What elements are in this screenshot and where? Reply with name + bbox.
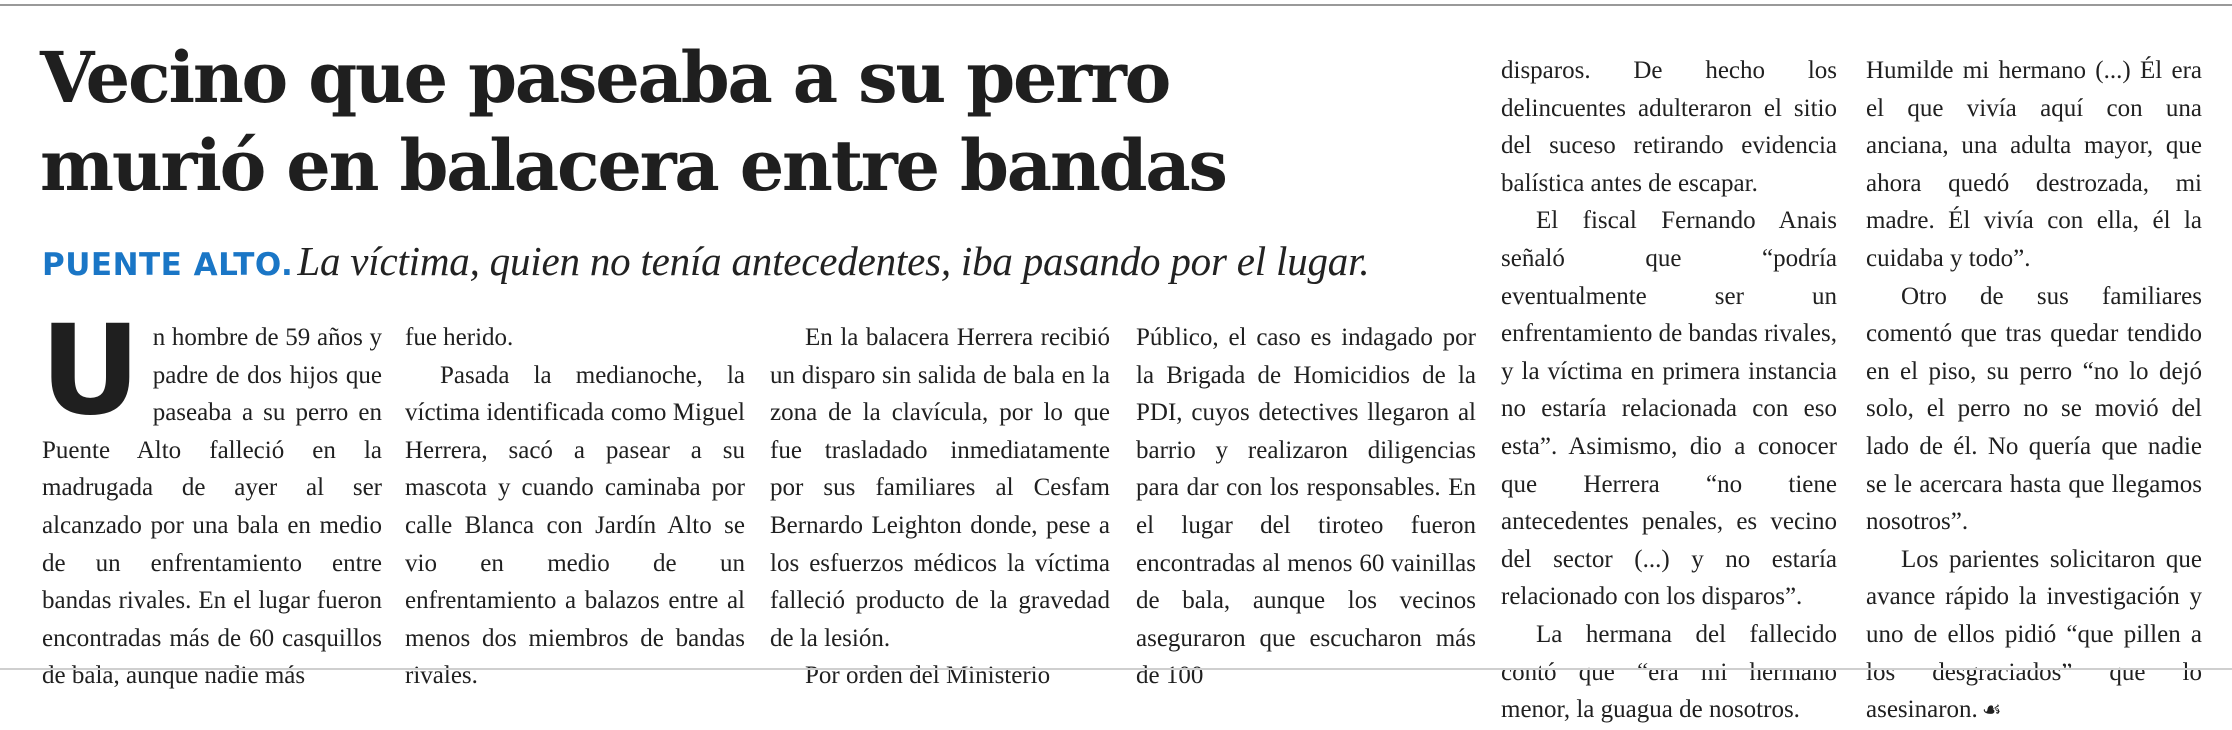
headline xyxy=(40,34,1440,210)
drop-cap: U xyxy=(40,299,141,443)
paragraph: Humilde mi hermano (...) Él era el que vivía aquí con una anciana, una adulta mayor, que ahora quedó destrozada, mi madre. Él vivía con ella, él la cuidaba y todo”. xyxy=(1866,57,2202,272)
paragraph: Por orden del Ministerio xyxy=(805,662,1051,690)
end-mark-icon: ☙ xyxy=(1981,698,2002,724)
paragraph: disparos. De hecho los delincuentes adulteraron el sitio del suceso retirando evidencia balística antes de escapar. xyxy=(1501,57,1837,197)
paragraph: En la balacera Herrera recibió un disparo sin salida de bala en la zona de la clavícula, por lo que fue trasladado inmediatamente por sus familiares al Cesfam Bernardo Leighton donde, pese a los esfuerzos médicos la víctima falleció producto de la gravedad de la lesión. xyxy=(770,324,1110,652)
paragraph: El fiscal Fernando Anais señaló que “podría eventualmente ser un enfrentamiento de bandas rivales, y la víctima en primera instancia no estaría relacionada con eso esta”. Asimismo, dio a conocer que Herrera “no tiene antecedentes penales, es vecino del sector (...) y no estaría relacionado con los disparos”. xyxy=(1501,207,1837,611)
paragraph xyxy=(1866,541,2202,730)
paragraph: n hombre de 59 años y padre de dos hijos que paseaba a su perro en Puente Alto falleció en la madrugada de ayer al ser alcanzado por una bala en medio de un enfrentamiento entre bandas rivales. En el lugar fueron encontradas más de 60 casquillos de bala, aunque nadie más xyxy=(42,324,382,690)
deck-text: La víctima, quien no tenía antecedentes, iba pasando por el lugar. xyxy=(297,238,1370,284)
paragraph: Pasada la medianoche, la víctima identificada como Miguel Herrera, sacó a pasear a su mascota y cuando caminaba por calle Blanca con Jardín Alto se vio en medio de un enfrentamiento a balazos entre al menos dos miembros de bandas rivales. xyxy=(405,361,745,690)
deck xyxy=(42,237,1462,285)
paragraph: La hermana del fallecido contó que “era mi hermano menor, la guagua de nosotros. xyxy=(1501,620,1837,724)
top-rule xyxy=(0,4,2232,6)
text-column-1 xyxy=(40,299,382,695)
text-column-6 xyxy=(1866,52,2202,730)
paragraph: fue herido. xyxy=(405,324,514,351)
paragraph: Público, el caso es indagado por la Brigada de Homicidios de la PDI, cuyos detectives llegaron al barrio y realizaron diligencias para dar con los responsables. En el lugar del tiroteo fueron encontradas al menos 60 vainillas de bala, aunque los vecinos aseguraron que escucharon más de 100 xyxy=(1136,324,1476,690)
kicker-location: PUENTE ALTO. xyxy=(42,247,294,283)
headline-line-2: murió en balacera entre bandas xyxy=(40,124,1226,207)
paragraph: Otro de sus familiares comentó que tras quedar tendido en el piso, su perro “no lo dejó solo, el perro no se movió del lado de él. No quería que nadie se le acercara hasta que llegamos nosotros”. xyxy=(1866,282,2202,536)
headline-line-1: Vecino que paseaba a su perro xyxy=(40,36,1170,119)
text-column-4 xyxy=(1136,319,1476,695)
text-column-2 xyxy=(405,319,745,695)
paragraph-text: Los parientes solicitaron que avance rápido la investigación y uno de ellos pidió “que pillen a los desgraciados” que lo asesinaron. xyxy=(1866,545,2202,724)
text-column-3 xyxy=(770,319,1110,695)
bottom-rule xyxy=(0,668,2232,670)
text-column-5 xyxy=(1501,52,1837,729)
